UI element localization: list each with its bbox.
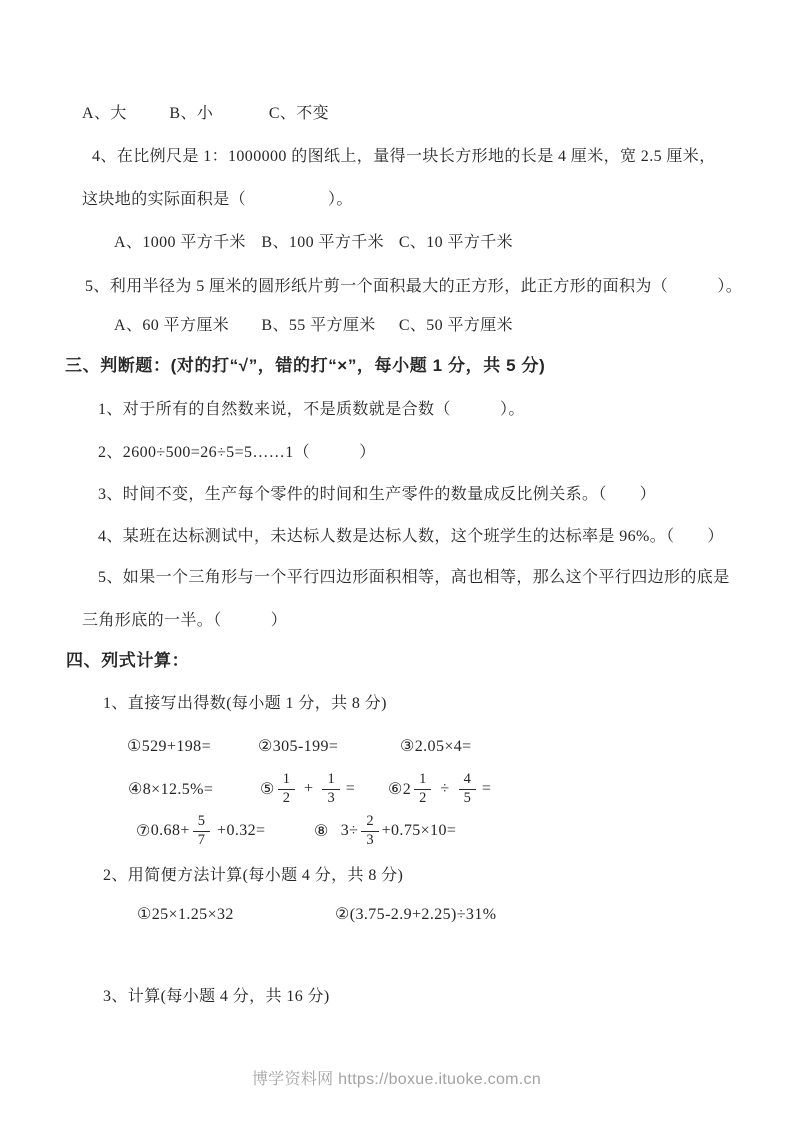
question-3-options: [82, 104, 329, 124]
fraction: $\frac{1}{3}$: [322, 772, 339, 807]
judge-item-2: 2、2600÷500=26÷5=5……1（ ）: [98, 444, 376, 461]
option-c: C、50 平方厘米: [398, 317, 514, 334]
expr-8: [314, 814, 456, 849]
question-5-text: 5、利用半径为 5 厘米的圆形纸片剪一个面积最大的正方形，此正方形的面积为（ ）。: [85, 278, 743, 295]
option-b: B、55 平方厘米: [261, 317, 376, 334]
section-calc-heading: 四、列式计算：: [66, 651, 190, 670]
expr-4: ④8×12.5%=: [128, 781, 214, 798]
calc-simple-title: 2、用简便方法计算(每小题 4 分，共 8 分): [103, 867, 404, 884]
expr-7: [136, 814, 314, 849]
judge-item-5-line1: 5、如果一个三角形与一个平行四边形面积相等，高也相等，那么这个平行四边形的底是: [98, 569, 730, 586]
judge-item-3: 3、时间不变，生产每个零件的时间和生产零件的数量成反比例关系。（ ）: [98, 486, 657, 503]
calc-3-title: 3、计算(每小题 4 分，共 16 分): [103, 988, 330, 1005]
question-4-text-line1: 4、在比例尺是 1：1000000 的图纸上，量得一块长方形地的长是 4 厘米，宽 2.5 厘米，: [92, 148, 716, 165]
question-4-text-line2: 这块地的实际面积是（ ）。: [82, 191, 353, 208]
question-5-options: [114, 316, 513, 336]
section-judge-heading: 三、判断题：(对的打“√”，错的打“×”，每小题 1 分，共 5 分): [65, 356, 546, 375]
expr-8-suffix: +0.75×10=: [381, 822, 457, 839]
expr-1: ①529+198=: [127, 738, 211, 755]
fraction: $\frac{5}{7}$: [193, 814, 210, 849]
option-a: A、1000 平方千米: [114, 234, 246, 251]
expr-3: ③2.05×4=: [400, 738, 472, 755]
simple-row: [137, 904, 496, 924]
expr-8-prefix: 3÷: [340, 822, 359, 839]
expr-7-suffix: +0.32=: [217, 822, 266, 839]
judge-item-5-line2: 三角形底的一半。（ ）: [82, 612, 288, 629]
option-c: C、不变: [268, 105, 330, 122]
simple-expr-2: ②(3.75-2.9+2.25)÷31%: [335, 906, 497, 923]
expr-2: ②305-199=: [258, 738, 339, 755]
direct-row-3: [136, 807, 456, 855]
fraction: $\frac{4}{5}$: [459, 772, 476, 807]
expr-6: ⑥2 $\frac{1}{2}$ ÷ $\frac{4}{5}$ =: [388, 770, 492, 806]
direct-row-1: [127, 736, 472, 756]
simple-expr-1: ①25×1.25×32: [137, 906, 234, 923]
option-a: A、大: [82, 105, 127, 122]
calc-direct-title: 1、直接写出得数(每小题 1 分，共 8 分): [103, 695, 387, 712]
question-4-options: [114, 233, 513, 253]
option-c: C、10 平方千米: [398, 234, 514, 251]
expr-7-prefix: 0.68+: [150, 822, 190, 839]
direct-row-2: [128, 765, 491, 813]
judge-item-4: 4、某班在达标测试中，未达标人数是达标人数，这个班学生的达标率是 96%。（ ）: [98, 528, 724, 545]
expr-5: ⑤ $\frac{1}{2}$ + $\frac{1}{3}$ =: [260, 770, 356, 806]
footer-watermark: 博学资料网 https://boxue.ituoke.com.cn: [251, 1071, 542, 1088]
expr-7-tag: ⑦: [136, 823, 151, 840]
option-b: B、小: [169, 105, 214, 122]
fraction: $\frac{1}{2}$: [278, 772, 295, 807]
expr-6-prefix: ⑥2: [388, 781, 412, 798]
fraction: $\frac{1}{2}$: [414, 772, 431, 807]
expr-8-tag: ⑧: [314, 823, 329, 840]
fraction: $\frac{2}{3}$: [361, 814, 378, 849]
option-b: B、100 平方千米: [261, 234, 385, 251]
judge-item-1: 1、对于所有的自然数来说，不是质数就是合数（ ）。: [98, 401, 525, 418]
option-a: A、60 平方厘米: [114, 317, 230, 334]
expr-5-tag: ⑤: [260, 781, 275, 798]
